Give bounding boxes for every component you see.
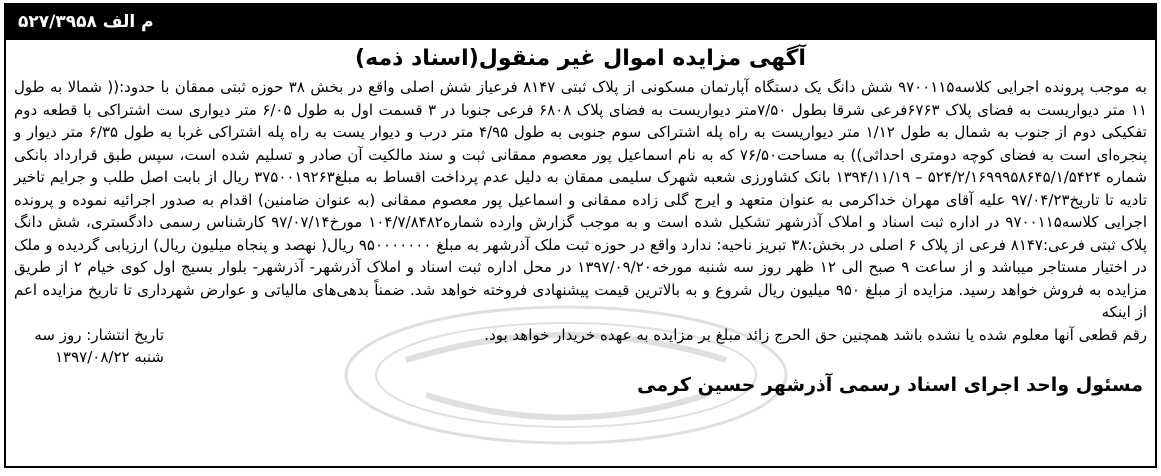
signature: مسئول واحد اجرای اسناد رسمی آذرشهر حسین کرمی bbox=[637, 373, 1143, 396]
auction-notice bbox=[4, 3, 1157, 468]
notice-closing-line: رقم قطعی آنها معلوم شده یا نشده باشد همچنین حق الحرج زائد مبلغ بر مزایده به عهده خریدار خواهد بود. bbox=[484, 325, 1147, 344]
closing-row bbox=[6, 324, 1155, 369]
header-bar bbox=[6, 5, 1155, 40]
notice-title: آگهی مزایده اموال غیر منقول(اسناد ذمه) bbox=[355, 46, 806, 71]
reference-number: م الف ۵۲۷/۳۹۵۸ bbox=[18, 12, 154, 32]
publish-date: تاریخ انتشار: روز سه شنبه ۱۳۹۷/۰۸/۲۲ bbox=[34, 325, 164, 366]
notice-body: به موجب پرونده اجرایی کلاسه۹۷۰۰۱۱۵ شش دانگ یک دستگاه آپارتمان مسکونی از پلاک ثبتی ۸۱۴۷ فرعیاز شش اصلی واقع در بخش ۳۸ حوزه ثبتی ممقان با حدود:(( شمالا به طول ۱۱ متر دیواریست به فضای پلاک ۶۷۶۳فرعی شرقا بطول ۷/۵۰متر دیواریست به فضای پلاک ۶۸۰۸ فرعی جنوبا در ۳ قسمت اول به طول ۶/۰۵ متر دیواری ست اشتراکی با قطعه دوم تفکیکی دوم از جنوب به شمال به طول ۱/۱۲ متر دیواریست به راه پله اشتراکی سوم جنوبی به طول ۴/۹۵ متر درب و دیوار یست به راه پله اشتراکی غربا به طول ۶/۳۵ متر دیوار و پنجره‌ای است به فضای کوچه دومتری احداثی)) به مساحت۷۶/۵۰ که به نام اسماعیل پور معصوم ممقانی ثبت و سند مالکیت آن صادر و تسلیم شده است، سپس طبق قرارداد بانکی شماره ۵۲۴/۲/۱۶۹۹۹۵۸۶۴۵/۱/۵۴۲۴ – ۱۳۹۴/۱۱/۱۹ بانک کشاورزی شعبه شهرک سلیمی ممقان به دلیل عدم پرداخت اقساط به مبلغ۳۷۵۰۰۱۹۲۶۳ ریال از بابت اصل طلب و جرایم تاخیر تادیه تا تاریخ۹۷/۰۴/۲۳ علیه آقای مهران خداکرمی به عنوان متعهد و ایرج گلی زاده ممقانی و اسماعیل پور معصوم ممقانی (به عنوان ضامنین) اقدام به صدور اجرائیه نموده و پرونده اجرایی کلاسه۹۷۰۰۱۱۵ در اداره ثبت اسناد و املاک آذرشهر تشکیل شده است و به موجب گزارش وارده شماره۱۰۴/۷/۸۴۸۲ مورخ۹۷/۰۷/۱۴ کارشناس رسمی دادگستری، شش دانگ پلاک ثبتی فرعی:۸۱۴۷ فرعی از پلاک ۶ اصلی در بخش:۳۸ تبریز ناحیه: ندارد واقع در حوزه ثبت ملک آذرشهر به مبلغ ۹۵۰۰۰۰۰۰۰ ریال( نهصد و پنجاه میلیون ریال) ارزیابی گردیده و ملک در اختیار مستاجر میباشد و از ساعت ۹ صبح الی ۱۲ ظهر روز سه شنبه مورخه۱۳۹۷/۰۹/۲۰ در محل اداره ثبت اسناد و املاک آذرشهر- آذرشهر- بلوار بسیج اول کوی خیام ۲ از طریق مزایده به فروش خواهد رسید. مزایده از مبلغ ۹۵۰ میلیون ریال شروع و به بالاترین قیمت پیشنهادی فروخته خواهد شد. ضمناً بدهی‌های مالیاتی و عوارض شهرداری تا تاریخ مزایده اعم از اینکه bbox=[14, 78, 1147, 321]
